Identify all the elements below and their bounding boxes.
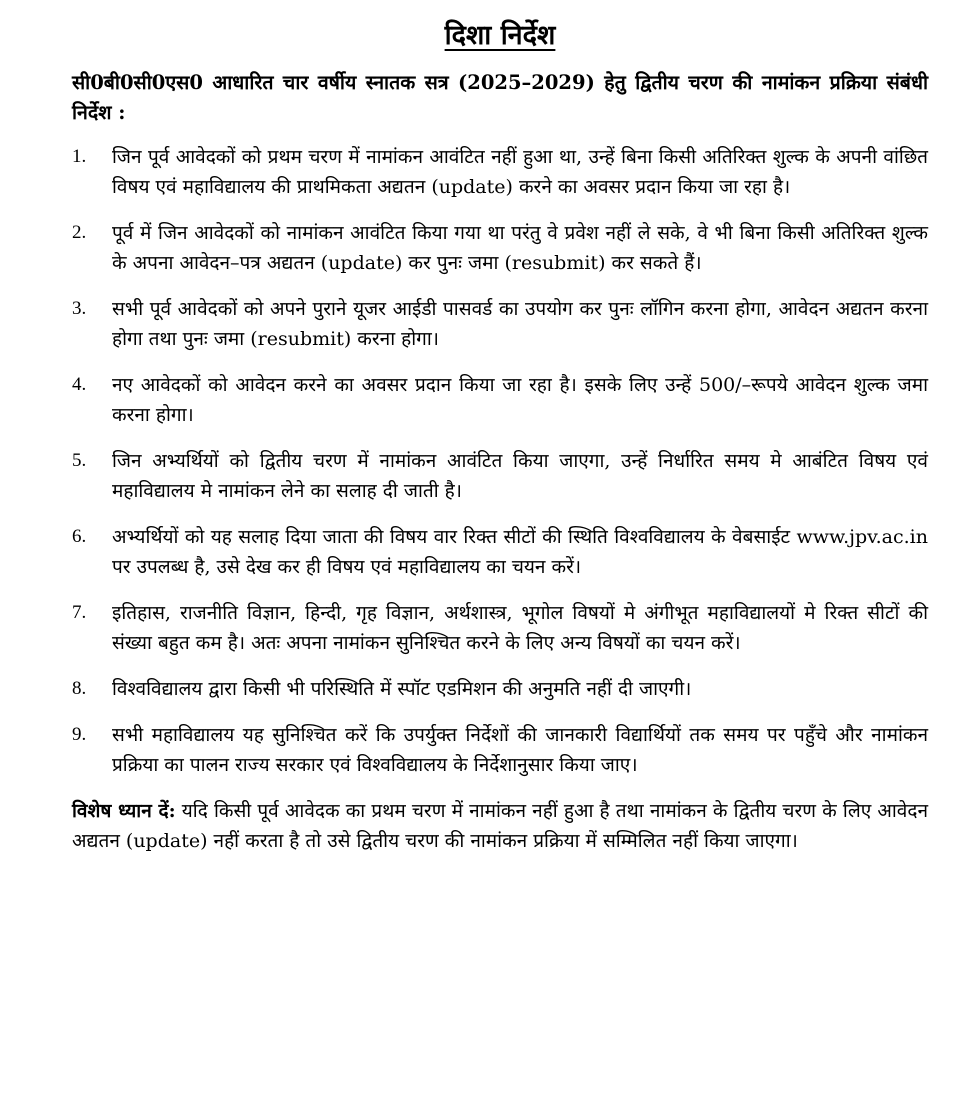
special-note	[72, 796, 928, 856]
item-text: सभी पूर्व आवेदकों को अपने पुराने यूजर आईडी पासवर्ड का उपयोग कर पुनः लॉगिन करना होगा, आवेदन अद्यतन करना होगा तथा पुनः जमा (resubmit) करना होगा।	[112, 298, 928, 350]
item-number: 6.	[72, 526, 87, 547]
item-text: पूर्व में जिन आवेदकों को नामांकन आवंटित किया गया था परंतु वे प्रवेश नहीं ले सके, वे भी बिना किसी अतिरिक्त शुल्क के अपना आवेदन–पत्र अद्यतन (update) कर पुनः जमा (resubmit) कर सकते हैं।	[112, 222, 928, 274]
item-text: इतिहास, राजनीति विज्ञान, हिन्दी, गृह विज्ञान, अर्थशास्त्र, भूगोल विषयों मे अंगीभूत महाविद्यालयों मे रिक्त सीटों की संख्या बहुत कम है। अतः अपना नामांकन सुनिश्चित करने के लिए अन्य विषयों का चयन करें।	[112, 602, 928, 654]
item-number: 5.	[72, 450, 87, 471]
list-item	[72, 294, 928, 354]
special-note-label: विशेष ध्यान दें:	[72, 800, 176, 822]
item-number: 3.	[72, 298, 87, 319]
intro-heading: सी0बी0सी0एस0 आधारित चार वर्षीय स्नातक सत्र (2025–2029) हेतु द्वितीय चरण की नामांकन प्रक्रिया संबंधी निर्देश :	[72, 71, 928, 124]
item-text: विश्वविद्यालय द्वारा किसी भी परिस्थिति में स्पॉट एडमिशन की अनुमति नहीं दी जाएगी।	[112, 678, 692, 700]
page-title: दिशा निर्देश	[444, 20, 556, 51]
instruction-list	[72, 142, 928, 780]
list-item	[72, 142, 928, 202]
list-item	[72, 598, 928, 658]
item-text: जिन पूर्व आवेदकों को प्रथम चरण में नामांकन आवंटित नहीं हुआ था, उन्हें बिना किसी अतिरिक्त शुल्क के अपनी वांछित विषय एवं महाविद्यालय की प्राथमिकता अद्यतन (update) करने का अवसर प्रदान किया जा रहा है।	[112, 146, 928, 198]
list-item	[72, 370, 928, 430]
item-number: 9.	[72, 724, 87, 745]
item-text: सभी महाविद्यालय यह सुनिश्चित करें कि उपर्युक्त निर्देशों की जानकारी विद्यार्थियों तक समय पर पहुँचे और नामांकन प्रक्रिया का पालन राज्य सरकार एवं विश्वविद्यालय के निर्देशानुसार किया जाए।	[112, 724, 928, 776]
item-number: 7.	[72, 602, 87, 623]
item-number: 4.	[72, 374, 87, 395]
item-text: जिन अभ्यर्थियों को द्वितीय चरण में नामांकन आवंटित किया जाएगा, उन्हें निर्धारित समय मे आबंटित विषय एवं महाविद्यालय मे नामांकन लेने का सलाह दी जाती है।	[112, 450, 928, 502]
list-item	[72, 218, 928, 278]
item-text: अभ्यर्थियों को यह सलाह दिया जाता की विषय वार रिक्त सीटों की स्थिति विश्वविद्यालय के वेबसाईट www.jpv.ac.in पर उपलब्ध है, उसे देख कर ही विषय एवं महाविद्यालय का चयन करें।	[112, 526, 928, 578]
item-text: नए आवेदकों को आवेदन करने का अवसर प्रदान किया जा रहा है। इसके लिए उन्हें 500/–रूपये आवेदन शुल्क जमा करना होगा।	[112, 374, 928, 426]
list-item	[72, 674, 928, 704]
item-number: 8.	[72, 678, 87, 699]
item-number: 2.	[72, 222, 87, 243]
list-item	[72, 720, 928, 780]
list-item	[72, 446, 928, 506]
item-number: 1.	[72, 146, 87, 167]
special-note-text: यदि किसी पूर्व आवेदक का प्रथम चरण में नामांकन नहीं हुआ है तथा नामांकन के द्वितीय चरण के लिए आवेदन अद्यतन (update) नहीं करता है तो उसे द्वितीय चरण की नामांकन प्रक्रिया में सम्मिलित नहीं किया जाएगा।	[72, 800, 928, 852]
list-item	[72, 522, 928, 582]
